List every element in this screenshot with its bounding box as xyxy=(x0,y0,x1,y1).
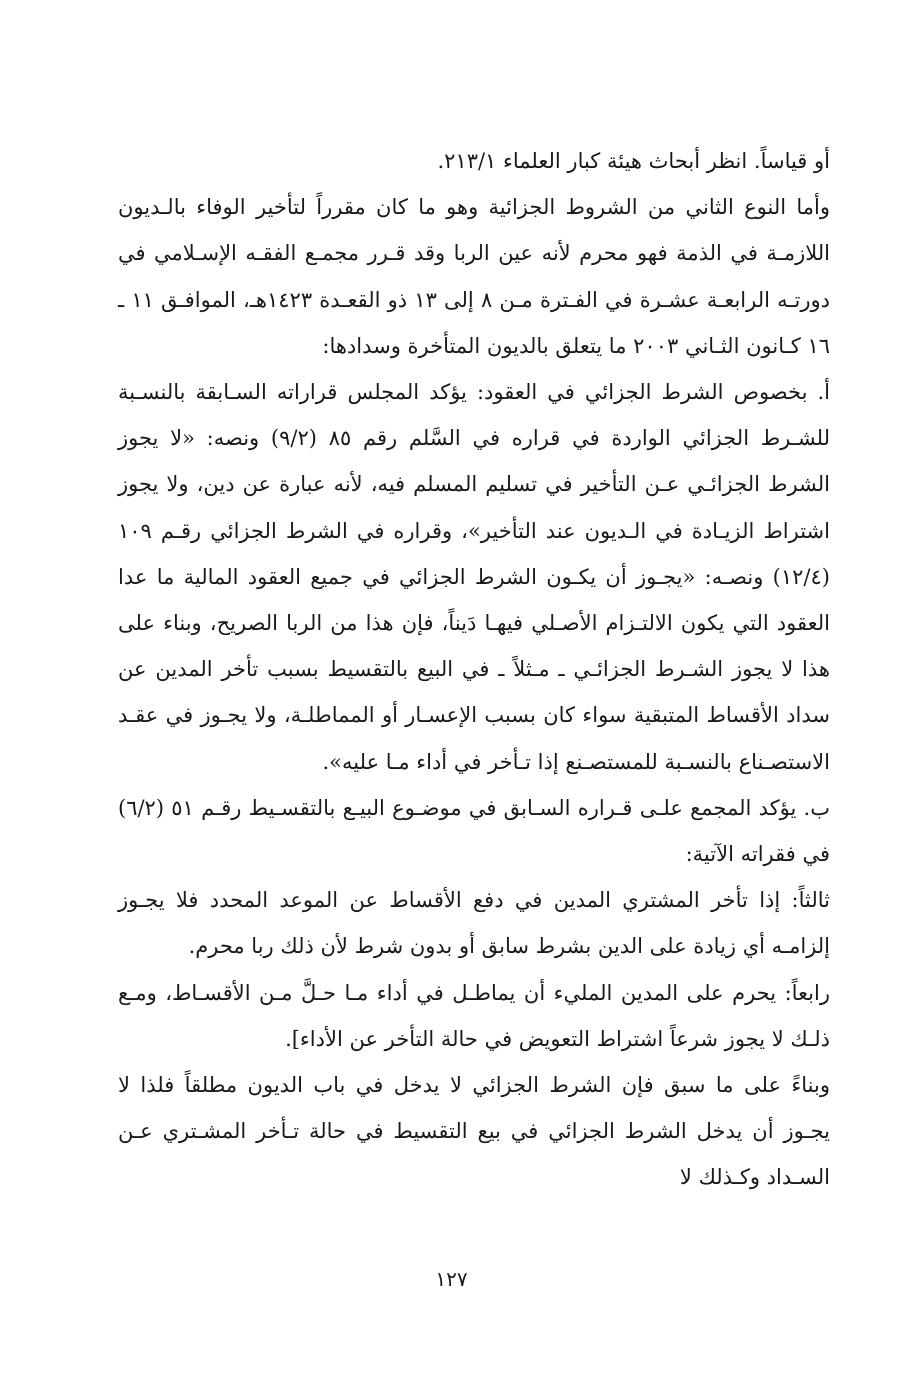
page-text-body xyxy=(118,138,830,1201)
fourth-clause-paragraph: رابعاً: يحرم على المدين المليء أن يماطـل في أداء مـا حـلَّ مـن الأقسـاط، ومـع ذلـك لا يجوز شرعاً اشتراط التعويض في حالة التأخر عن الأداء]. xyxy=(118,980,830,1051)
footnote-reference-paragraph: أو قياساً. انظر أبحاث هيئة كبار العلماء ٢١٣/١. xyxy=(437,149,830,173)
second-type-penalty-clause-paragraph: وأما النوع الثاني من الشروط الجزائية وهو ما كان مقرراً لتأخير الوفاء بالـديون اللازمـة في الذمة فهو محرم لأنه عين الربا وقد قـرر مجمـع الفقـه الإسـلامي في دورتـه الرابعـة عشـرة في الفـترة مـن ٨ إلى ١٣ ذو القعـدة ١٤٢٣هـ، الموافـق ١١ ـ ١٦ كـانون الثـاني ٢٠٠٣ ما يتعلق بالديون المتأخرة وسدادها: xyxy=(118,195,831,358)
third-clause-paragraph: ثالثاً: إذا تأخر المشتري المدين في دفع الأقساط عن الموعد المحدد فلا يجـوز إلزامـه أي زيادة على الدين بشرط سابق أو بدون شرط لأن ذلك ربا محرم. xyxy=(118,888,830,959)
page-number: ١٢٧ xyxy=(435,1267,468,1291)
item-a-contracts-paragraph: أ. بخصوص الشرط الجزائي في العقود: يؤكد المجلس قراراته السـابقة بالنسـبة للشـرط الجزائي الواردة في قراره في السَّلم رقم ٨٥ (٩/٢) ونصه: «لا يجوز الشرط الجزائـي عـن التأخير في تسليم المسلم فيه، لأنه عبارة عن دين، ولا يجوز اشتراط الزيـادة في الـديون عند التأخير»، وقراره في الشرط الجزائي رقـم ١٠٩ (١٢/٤) ونصـه: «يجـوز أن يكـون الشرط الجزائي في جميع العقود المالية ما عدا العقود التي يكون الالتـزام الأصـلي فيهـا دَيناً، فإن هذا من الربا الصريح، وبناء على هذا لا يجوز الشـرط الجزائـي ـ مـثلاً ـ في البيع بالتقسيط بسبب تأخر المدين عن سداد الأقساط المتبقية سواء كان بسبب الإعسـار أو المماطلـة، ولا يجـوز في عقـد الاستصـناع بالنسـبة للمستصـنع إذا تـأخر في أداء مـا عليه». xyxy=(118,380,831,774)
item-b-installment-sale-paragraph: ب. يؤكد المجمع علـى قـراره السـابق في موضـوع البيـع بالتقسـيط رقـم ٥١ (٦/٢) في فقراته الآتية: xyxy=(118,795,830,867)
conclusion-paragraph: وبناءً على ما سبق فإن الشرط الجزائي لا يدخل في باب الديون مطلقاً فلذا لا يجـوز أن يدخل الشرط الجزائي في بيع التقسيط في حالة تـأخر المشـتري عـن السـداد وكـذلك لا xyxy=(118,1073,830,1190)
